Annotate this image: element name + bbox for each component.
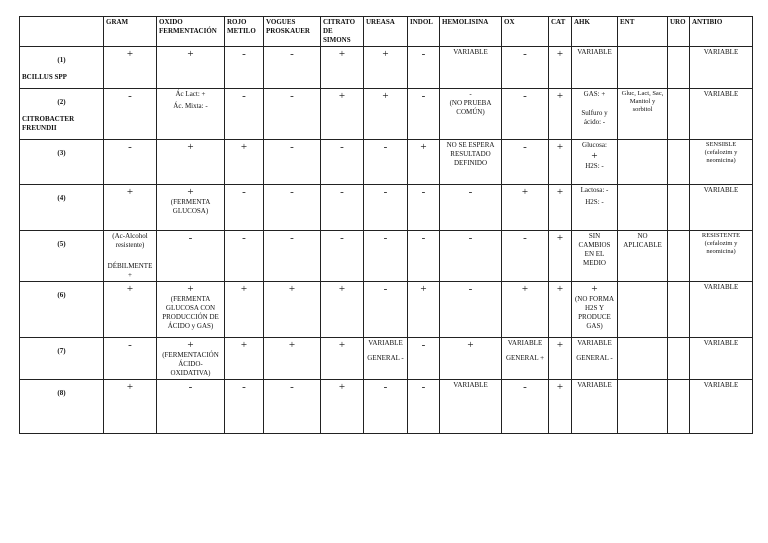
result-value: -: [523, 141, 527, 153]
result-value: +: [556, 381, 564, 393]
cell-ox: [502, 282, 549, 338]
result-note: GENERAL +: [505, 354, 545, 362]
result-value: -: [469, 90, 472, 98]
result-value: +: [240, 283, 248, 295]
result-value: -: [128, 339, 132, 351]
cell-ahk: [572, 231, 618, 282]
header-ent: ENT: [618, 17, 668, 47]
row-label: [20, 185, 104, 231]
cell-hemolisina: [440, 140, 502, 185]
result-value: VARIABLE: [453, 381, 488, 389]
result-value: -: [383, 141, 388, 153]
table-row: [20, 89, 753, 140]
cell-cat: [549, 89, 572, 140]
cell-indol: [408, 47, 440, 89]
cell-vogues: [264, 185, 321, 231]
table-row: [20, 380, 753, 434]
cell-hemolisina: [440, 231, 502, 282]
cell-gram: [104, 185, 157, 231]
result-value: +: [338, 90, 346, 102]
cell-ox: [502, 140, 549, 185]
cell-ent: [618, 380, 668, 434]
cell-oxido: [157, 231, 225, 282]
cell-hemolisina: [440, 380, 502, 434]
header-ahk: AHK: [572, 17, 618, 47]
table-row: [20, 231, 753, 282]
cell-ahk: [572, 89, 618, 140]
cell-uro: [668, 47, 690, 89]
result-value: +: [288, 283, 296, 295]
result-value: +: [126, 186, 134, 198]
result-value: +: [126, 381, 134, 393]
cell-ent: [618, 47, 668, 89]
cell-ureasa: [364, 231, 408, 282]
cell-oxido: [157, 89, 225, 140]
cell-indol: [408, 282, 440, 338]
result-value: -: [523, 48, 527, 60]
cell-uro: [668, 380, 690, 434]
cell-uro: [668, 185, 690, 231]
result-value: -: [523, 232, 527, 244]
cell-citrato: [321, 338, 364, 380]
cell-uro: [668, 89, 690, 140]
cell-ent: [618, 140, 668, 185]
result-value: Sulfuro y ácido: -: [581, 109, 608, 126]
row-number: (3): [57, 149, 66, 157]
table-row: [20, 185, 753, 231]
cell-gram: [104, 140, 157, 185]
result-value: H2S: -: [585, 198, 604, 206]
result-value: -: [128, 141, 132, 153]
cell-ahk: [572, 140, 618, 185]
result-value: -: [242, 186, 246, 198]
result-value: +: [467, 339, 474, 351]
result-value: +: [556, 283, 564, 295]
header-cell-empty: [20, 17, 104, 47]
cell-ent: [618, 89, 668, 140]
cell-citrato: [321, 140, 364, 185]
result-value: +: [556, 339, 564, 351]
result-value: +: [288, 339, 296, 351]
result-value: +: [420, 283, 427, 295]
result-value: -: [290, 48, 294, 60]
result-value: -: [188, 381, 193, 393]
result-value: VARIABLE: [453, 48, 488, 56]
cell-antibio: [690, 338, 753, 380]
result-value: -: [421, 339, 426, 351]
cell-rojo: [225, 89, 264, 140]
row-number: (1): [57, 56, 66, 64]
result-note: (NO PRUEBA COMÚN): [449, 99, 492, 116]
header-indol: INDOL: [408, 17, 440, 47]
header-rojo-metilo: ROJO METILO: [225, 17, 264, 47]
row-label: [20, 380, 104, 434]
result-value: -: [242, 232, 246, 244]
result-value: +: [338, 339, 346, 351]
result-value: -: [128, 90, 132, 102]
cell-gram: [104, 338, 157, 380]
table-row: [20, 282, 753, 338]
row-number: (6): [57, 291, 66, 299]
header-oxido-fermentacion: OXIDO FERMENTACIÓN: [157, 17, 225, 47]
result-value: +: [338, 48, 346, 60]
row-number: (4): [57, 194, 66, 202]
table-row: [20, 47, 753, 89]
result-value: VARIABLE: [507, 339, 543, 347]
cell-ent: [618, 338, 668, 380]
cell-antibio: [690, 185, 753, 231]
cell-oxido: [157, 338, 225, 380]
cell-ureasa: [364, 380, 408, 434]
result-value: +: [382, 48, 389, 60]
result-value: -: [340, 186, 344, 198]
header-vogues-proskauer: VOGUES PROSKAUER: [264, 17, 321, 47]
row-label: [20, 89, 104, 140]
header-citrato: CITRATO DE SIMONS: [321, 17, 364, 47]
cell-ent: [618, 185, 668, 231]
cell-ureasa: [364, 47, 408, 89]
result-note: (Ac-Alcohol resistente): [112, 232, 148, 249]
result-value: Gluc, Lact, Sac, Manitol y sorbitol: [621, 90, 664, 113]
result-value: -: [468, 232, 473, 244]
result-value: VARIABLE: [703, 283, 739, 291]
cell-hemolisina: [440, 47, 502, 89]
cell-antibio: [690, 47, 753, 89]
cell-citrato: [321, 185, 364, 231]
cell-citrato: [321, 231, 364, 282]
header-ox: OX: [502, 17, 549, 47]
result-value: +: [521, 283, 529, 295]
result-value: -: [421, 186, 426, 198]
result-value: +: [556, 141, 564, 153]
result-value: +: [187, 283, 194, 295]
row-number: (2): [57, 98, 66, 106]
cell-cat: [549, 185, 572, 231]
cell-cat: [549, 380, 572, 434]
result-value: SIN CAMBIOS EN EL MEDIO: [578, 232, 611, 267]
cell-vogues: [264, 282, 321, 338]
result-value: VARIABLE: [577, 339, 612, 347]
cell-rojo: [225, 140, 264, 185]
result-value: +: [591, 283, 598, 295]
cell-ox: [502, 380, 549, 434]
result-value: H2S: -: [585, 162, 604, 170]
cell-uro: [668, 140, 690, 185]
header-ureasa: UREASA: [364, 17, 408, 47]
cell-ureasa: [364, 89, 408, 140]
cell-uro: [668, 338, 690, 380]
biochemical-tests-table: [19, 16, 753, 434]
cell-ahk: [572, 380, 618, 434]
result-note: (FERMENTA GLUCOSA CON PRODUCCIÓN DE ÁCIDO y GAS): [162, 295, 219, 330]
result-value: -: [383, 283, 388, 295]
result-note: (NO FORMA H2S Y PRODUCE GAS): [574, 295, 615, 330]
row-number: (5): [57, 240, 66, 248]
result-note: (FERMENTA GLUCOSA): [170, 198, 211, 215]
cell-ahk: [572, 47, 618, 89]
row-label: [20, 140, 104, 185]
cell-vogues: [264, 140, 321, 185]
result-value: +: [338, 381, 346, 393]
cell-citrato: [321, 380, 364, 434]
cell-vogues: [264, 380, 321, 434]
result-value: -: [421, 48, 426, 60]
cell-ox: [502, 185, 549, 231]
table-row: [20, 338, 753, 380]
cell-ahk: [572, 282, 618, 338]
result-value: +: [126, 283, 134, 295]
result-value: DÉBILMENTE +: [107, 262, 153, 279]
cell-oxido: [157, 185, 225, 231]
result-value: VARIABLE: [703, 48, 739, 56]
cell-ureasa: [364, 282, 408, 338]
result-value: -: [340, 141, 344, 153]
cell-rojo: [225, 338, 264, 380]
result-value: -: [242, 381, 246, 393]
cell-ox: [502, 231, 549, 282]
cell-cat: [549, 231, 572, 282]
cell-gram: [104, 282, 157, 338]
result-value: -: [242, 48, 246, 60]
result-value: Ác Lact: +: [175, 90, 206, 98]
cell-rojo: [225, 231, 264, 282]
cell-ureasa: [364, 185, 408, 231]
cell-oxido: [157, 282, 225, 338]
header-gram: GRAM: [104, 17, 157, 47]
result-value: -: [421, 90, 426, 102]
row-label: [20, 282, 104, 338]
result-value: +: [338, 283, 346, 295]
result-value: +: [187, 186, 194, 198]
row-number: (7): [57, 347, 66, 355]
cell-cat: [549, 140, 572, 185]
result-value: -: [290, 90, 294, 102]
cell-antibio: [690, 140, 753, 185]
result-note: GENERAL -: [367, 354, 404, 362]
cell-gram: [104, 231, 157, 282]
result-value: +: [556, 186, 564, 198]
organism-name: CITROBACTER FREUNDII: [22, 115, 75, 132]
cell-antibio: [690, 89, 753, 140]
result-value: -: [188, 232, 193, 244]
cell-indol: [408, 140, 440, 185]
cell-indol: [408, 89, 440, 140]
cell-antibio: [690, 380, 753, 434]
cell-vogues: [264, 47, 321, 89]
result-value: NO SE ESPERA RESULTADO DEFINIDO: [446, 141, 495, 167]
cell-indol: [408, 380, 440, 434]
result-value: -: [523, 90, 527, 102]
cell-ahk: [572, 338, 618, 380]
result-note: (FERMENTACIÓN ÁCIDO-OXIDATIVA): [162, 351, 219, 377]
cell-hemolisina: [440, 185, 502, 231]
result-value: SENSIBLE (cefalozim y neomicina): [704, 141, 738, 164]
result-note: GENERAL -: [576, 354, 613, 362]
result-value: -: [340, 232, 344, 244]
row-label: [20, 231, 104, 282]
cell-gram: [104, 47, 157, 89]
result-label: Glucosa:: [582, 141, 607, 149]
result-value: VARIABLE: [368, 339, 403, 347]
table-row: [20, 140, 753, 185]
cell-hemolisina: [440, 89, 502, 140]
cell-gram: [104, 89, 157, 140]
row-label: [20, 47, 104, 89]
result-value: VARIABLE: [703, 90, 739, 98]
header-row: [20, 17, 753, 47]
cell-rojo: [225, 47, 264, 89]
cell-citrato: [321, 282, 364, 338]
result-value: VARIABLE: [703, 186, 739, 194]
result-value: +: [591, 150, 598, 162]
result-value: +: [556, 232, 564, 244]
cell-cat: [549, 338, 572, 380]
row-number: (8): [57, 389, 66, 397]
cell-indol: [408, 338, 440, 380]
cell-ahk: [572, 185, 618, 231]
cell-gram: [104, 380, 157, 434]
result-value: +: [187, 48, 194, 60]
result-value: -: [468, 283, 473, 295]
header-antibio: ANTIBIO: [690, 17, 753, 47]
cell-rojo: [225, 282, 264, 338]
result-value: Lactosa: -: [580, 186, 609, 194]
result-value: -: [421, 381, 426, 393]
cell-antibio: [690, 231, 753, 282]
cell-oxido: [157, 380, 225, 434]
cell-rojo: [225, 185, 264, 231]
result-value: -: [242, 90, 246, 102]
result-value: NO APLICABLE: [623, 232, 662, 249]
cell-oxido: [157, 47, 225, 89]
cell-vogues: [264, 338, 321, 380]
result-value: -: [421, 232, 426, 244]
result-value: GAS: +: [583, 90, 606, 98]
cell-vogues: [264, 231, 321, 282]
result-value: VARIABLE: [577, 381, 612, 389]
cell-cat: [549, 282, 572, 338]
result-value: Ác. Mixta: -: [173, 102, 208, 110]
header-cat: CAT: [549, 17, 572, 47]
result-value: VARIABLE: [703, 339, 739, 347]
result-value: VARIABLE: [703, 381, 739, 389]
result-value: +: [382, 90, 389, 102]
result-value: +: [187, 339, 194, 351]
result-value: +: [420, 141, 427, 153]
row-label: [20, 338, 104, 380]
cell-cat: [549, 47, 572, 89]
result-value: +: [521, 186, 529, 198]
result-value: -: [290, 186, 294, 198]
cell-uro: [668, 282, 690, 338]
result-value: +: [556, 90, 564, 102]
result-value: -: [290, 381, 294, 393]
cell-ox: [502, 47, 549, 89]
result-value: -: [290, 141, 294, 153]
result-value: +: [187, 141, 194, 153]
result-value: -: [523, 381, 527, 393]
cell-ent: [618, 282, 668, 338]
cell-indol: [408, 231, 440, 282]
cell-ent: [618, 231, 668, 282]
cell-hemolisina: [440, 338, 502, 380]
cell-indol: [408, 185, 440, 231]
result-value: -: [383, 381, 388, 393]
result-value: +: [556, 48, 564, 60]
header-hemolisina: HEMOLISINA: [440, 17, 502, 47]
result-value: -: [383, 232, 388, 244]
cell-ox: [502, 338, 549, 380]
cell-ureasa: [364, 140, 408, 185]
header-uro: URO: [668, 17, 690, 47]
organism-name: BCILLUS SPP: [22, 73, 67, 81]
result-value: -: [290, 232, 294, 244]
cell-citrato: [321, 47, 364, 89]
result-value: -: [468, 186, 473, 198]
result-value: +: [240, 141, 248, 153]
result-value: +: [240, 339, 248, 351]
result-value: VARIABLE: [577, 48, 612, 56]
cell-oxido: [157, 140, 225, 185]
cell-citrato: [321, 89, 364, 140]
result-value: -: [383, 186, 388, 198]
cell-vogues: [264, 89, 321, 140]
cell-ox: [502, 89, 549, 140]
result-value: +: [126, 48, 134, 60]
cell-rojo: [225, 380, 264, 434]
cell-uro: [668, 231, 690, 282]
cell-hemolisina: [440, 282, 502, 338]
result-value: RESISTENTE (cefalozim y neomicina): [701, 232, 741, 255]
cell-ureasa: [364, 338, 408, 380]
cell-antibio: [690, 282, 753, 338]
